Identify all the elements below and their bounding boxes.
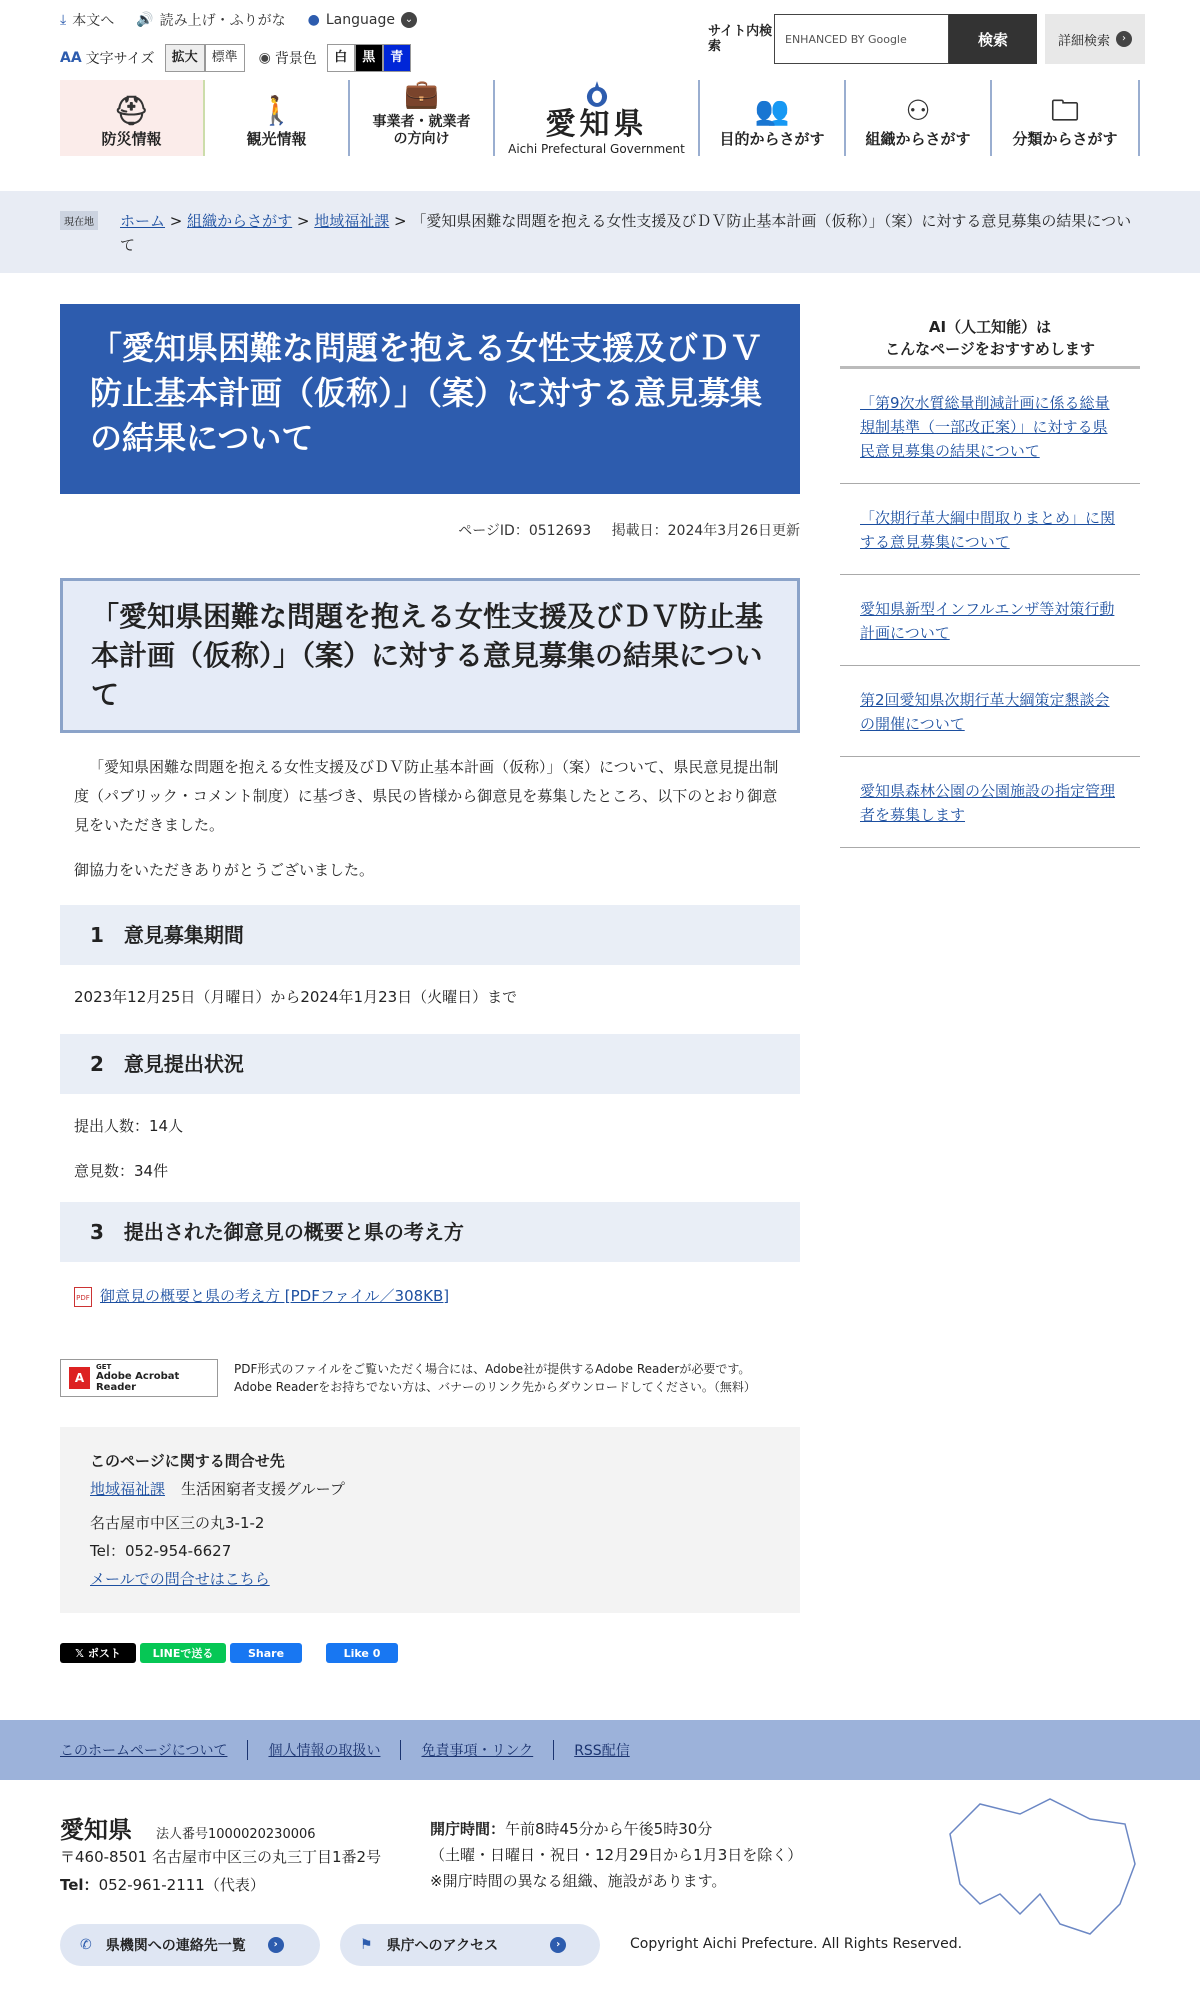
breadcrumb-label: 現在地 bbox=[60, 211, 98, 230]
arrow-right-icon: › bbox=[268, 1937, 284, 1953]
nav-by-category[interactable]: 🗀 分類からさがす bbox=[992, 80, 1140, 156]
pdf-link[interactable]: 御意見の概要と県の考え方 [PDFファイル／308KB] bbox=[100, 1287, 450, 1305]
walking-person-icon: 🚶 bbox=[259, 94, 294, 127]
footer-links-band bbox=[0, 1720, 1200, 1780]
nav-by-purpose[interactable]: 👥 目的からさがす bbox=[700, 80, 846, 156]
thanks-text: 御協力をいただきありがとうございました。 bbox=[74, 861, 375, 879]
bg-white-button[interactable]: 白 bbox=[327, 44, 355, 72]
nav-tourism[interactable]: 🚶 観光情報 bbox=[205, 80, 350, 156]
main-content bbox=[60, 304, 800, 1663]
period-text: 2023年12月25日（月曜日）から2024年1月23日（火曜日）まで bbox=[74, 988, 518, 1006]
folder-icon: 🗀 bbox=[1050, 94, 1079, 127]
site-logo[interactable] bbox=[495, 80, 700, 156]
contact-heading: このページに関する問合せ先 bbox=[90, 1452, 285, 1470]
prefecture-emblem-icon bbox=[575, 80, 619, 108]
language-menu[interactable]: ● Language ⌄ bbox=[308, 12, 417, 28]
skip-to-content-link[interactable]: ⤓ 本文へ bbox=[60, 12, 115, 29]
signpost-icon: ⚑ bbox=[360, 1937, 373, 1953]
bg-color-label: 背景色 bbox=[274, 51, 317, 67]
recommend-sidebar bbox=[840, 316, 1140, 848]
footer-corp-no: 法人番号1000020230006 bbox=[156, 1827, 316, 1842]
line-share-button[interactable]: LINEで送る bbox=[140, 1643, 226, 1663]
text-size-normal-button[interactable]: 標準 bbox=[205, 44, 245, 72]
search-label: サイト内検索 bbox=[708, 24, 773, 54]
briefcase-icon: 💼 bbox=[404, 77, 439, 110]
org-chart-icon: ⚇ bbox=[905, 94, 931, 127]
recommend-item: 第2回愛知県次期行革大綱策定懇談会の開催について bbox=[840, 666, 1140, 757]
footer: 愛知県 法人番号1000020230006 〒460-8501 名古屋市中区三の丸三丁目1番2号 Tel：052-961-2111（代表） 開庁時間：午前8時45分から午後5時30分 （土曜・日曜日・祝日・12月29日から1月3日を除く） ※開庁時間の異なる組織、施設があります。 ✆ 県機関への連絡先一覧 › ⚑ 県庁へのアクセス › Copyright Aichi Prefecture. All Rights Reserved. bbox=[0, 1780, 1200, 1994]
access-button[interactable]: ⚑ 県庁へのアクセス › bbox=[340, 1924, 600, 1966]
footer-address: 〒460-8501 名古屋市中区三の丸三丁目1番2号 bbox=[60, 1848, 382, 1866]
aichi-map-icon bbox=[940, 1794, 1140, 1944]
footer-tel: 052-961-2111（代表） bbox=[98, 1876, 265, 1894]
nav-business[interactable]: 💼 事業者・就業者の方向け bbox=[350, 80, 495, 156]
utility-bar bbox=[60, 10, 417, 30]
bg-blue-button[interactable]: 青 bbox=[383, 44, 411, 72]
logo-subtitle: Aichi Prefectural Government bbox=[508, 142, 685, 156]
page-id: ページID：0512693 bbox=[458, 523, 592, 539]
bg-black-button[interactable]: 黒 bbox=[355, 44, 383, 72]
download-icon: ⤓ bbox=[60, 12, 67, 28]
contact-tel: Tel：052-954-6627 bbox=[90, 1542, 232, 1560]
nav-disaster[interactable]: ⛑ 防災情報 bbox=[60, 80, 205, 156]
global-nav bbox=[60, 77, 1140, 156]
acrobat-notice bbox=[60, 1359, 800, 1397]
acrobat-reader-banner[interactable]: A GET Adobe Acrobat Reader bbox=[60, 1359, 218, 1397]
search-input[interactable]: ENHANCED BY Google bbox=[774, 14, 949, 64]
text-size-label: 文字サイズ bbox=[85, 51, 155, 67]
section-heading: 「愛知県困難な問題を抱える女性支援及びＤＶ防止基本計画（仮称）」（案）に対する意見募集の結果について bbox=[60, 578, 800, 733]
page-title: 「愛知県困難な問題を抱える女性支援及びＤＶ防止基本計画（仮称）」（案）に対する意見募集の結果について bbox=[60, 304, 800, 494]
breadcrumb-home[interactable]: ホーム bbox=[120, 212, 166, 230]
contact-list-button[interactable]: ✆ 県機関への連絡先一覧 › bbox=[60, 1924, 320, 1966]
footer-hours: 開庁時間：午前8時45分から午後5時30分 （土曜・日曜日・祝日・12月29日から1月3日を除く） ※開庁時間の異なる組織、施設があります。 bbox=[430, 1820, 803, 1890]
acrobat-text-1: PDF形式のファイルをご覧いただく場合には、Adobe社が提供するAdobe Readerが必要です。 bbox=[234, 1362, 751, 1376]
logo-title: 愛知県 bbox=[545, 107, 648, 142]
social-buttons bbox=[60, 1643, 800, 1663]
people-icon: 👥 bbox=[754, 94, 790, 127]
recommend-heading: AI（人工知能）は こんなページをおすすめします bbox=[840, 316, 1140, 369]
footer-link-privacy[interactable]: 個人情報の取扱い bbox=[247, 1740, 400, 1760]
acrobat-logo-icon: A bbox=[69, 1367, 90, 1389]
arrow-right-icon: › bbox=[1116, 31, 1132, 47]
search-button[interactable]: 検索 bbox=[949, 14, 1037, 64]
breadcrumb: 現在地 ホーム > 組織からさがす > 地域福祉課 > 「愛知県困難な問題を抱える女性支援及びＤＶ防止基本計画（仮称）」（案）に対する意見募集の結果について bbox=[0, 191, 1200, 273]
speaker-icon: 🔊 bbox=[136, 12, 154, 28]
pdf-icon: PDF bbox=[74, 1287, 92, 1307]
display-settings bbox=[60, 44, 411, 72]
advanced-search-button[interactable]: 詳細検索 › bbox=[1045, 14, 1145, 64]
read-aloud-link[interactable]: 🔊 読み上げ・ふりがな bbox=[136, 12, 286, 29]
acrobat-text-2: Adobe Readerをお持ちでない方は、バナーのリンク先からダウンロードしてください。（無料） bbox=[234, 1380, 756, 1394]
breadcrumb-current: 「愛知県困難な問題を抱える女性支援及びＤＶ防止基本計画（仮称）」（案）に対する意見募集の結果について bbox=[120, 212, 1132, 254]
footer-link-rss[interactable]: RSS配信 bbox=[553, 1740, 650, 1760]
section-1-heading: 1 意見募集期間 bbox=[60, 905, 800, 965]
globe-icon: ● bbox=[307, 12, 320, 28]
contact-mail-link[interactable]: メールでの問合せはこちら bbox=[90, 1570, 270, 1588]
chevron-down-icon: ⌄ bbox=[401, 12, 417, 28]
palette-icon: ◉ bbox=[258, 50, 271, 66]
recommend-item: 「次期行革大綱中間取りまとめ」に関する意見募集について bbox=[840, 484, 1140, 575]
section-3-heading: 3 提出された御意見の概要と県の考え方 bbox=[60, 1202, 800, 1262]
footer-pref-name: 愛知県 bbox=[60, 1816, 132, 1844]
text-size-large-button[interactable]: 拡大 bbox=[165, 44, 205, 72]
people-count: 提出人数：14人 bbox=[74, 1117, 184, 1135]
intro-text: 「愛知県困難な問題を抱える女性支援及びＤＶ防止基本計画（仮称）」（案）について、県民意見提出制度（パブリック・コメント制度）に基づき、県民の皆様から御意見を募集したところ、以下のとおり御意見をいただきました。 bbox=[74, 758, 779, 834]
facebook-share-button[interactable]: Share bbox=[230, 1643, 302, 1663]
text-size-icon: AA bbox=[60, 50, 82, 66]
recommend-item: 愛知県森林公園の公園施設の指定管理者を募集します bbox=[840, 757, 1140, 848]
helmet-icon: ⛑ bbox=[113, 94, 150, 127]
nav-by-organization[interactable]: ⚇ 組織からさがす bbox=[846, 80, 992, 156]
contact-dept-link[interactable]: 地域福祉課 bbox=[90, 1480, 166, 1498]
recommend-item: 愛知県新型インフルエンザ等対策行動計画について bbox=[840, 575, 1140, 666]
opinion-count: 意見数：34件 bbox=[74, 1162, 169, 1180]
contact-box: このページに関する問合せ先 地域福祉課 生活困窮者支援グループ 名古屋市中区三の丸3-1-2 Tel：052-954-6627 メールでの問合せはこちら bbox=[60, 1427, 800, 1613]
contact-address: 名古屋市中区三の丸3-1-2 bbox=[90, 1514, 265, 1532]
phone-icon: ✆ bbox=[80, 1937, 92, 1953]
posted-date: 掲載日：2024年3月26日更新 bbox=[611, 523, 800, 539]
facebook-like-button[interactable]: Like 0 bbox=[326, 1643, 398, 1663]
breadcrumb-org[interactable]: 組織からさがす bbox=[187, 212, 293, 230]
site-search bbox=[708, 14, 1145, 64]
arrow-right-icon: › bbox=[550, 1937, 566, 1953]
x-post-button[interactable]: 𝕏 ポスト bbox=[60, 1643, 136, 1663]
section-2-heading: 2 意見提出状況 bbox=[60, 1034, 800, 1094]
copyright: Copyright Aichi Prefecture. All Rights Reserved. bbox=[630, 1936, 963, 1952]
breadcrumb-dept[interactable]: 地域福祉課 bbox=[314, 212, 390, 230]
footer-link-disclaimer[interactable]: 免責事項・リンク bbox=[400, 1740, 553, 1760]
recommend-item: 「第9次水質総量削減計画に係る総量規制基準（一部改正案）」に対する県民意見募集の結果について bbox=[840, 369, 1140, 484]
footer-link-about[interactable]: このホームページについて bbox=[60, 1743, 228, 1759]
page-meta bbox=[60, 520, 800, 540]
